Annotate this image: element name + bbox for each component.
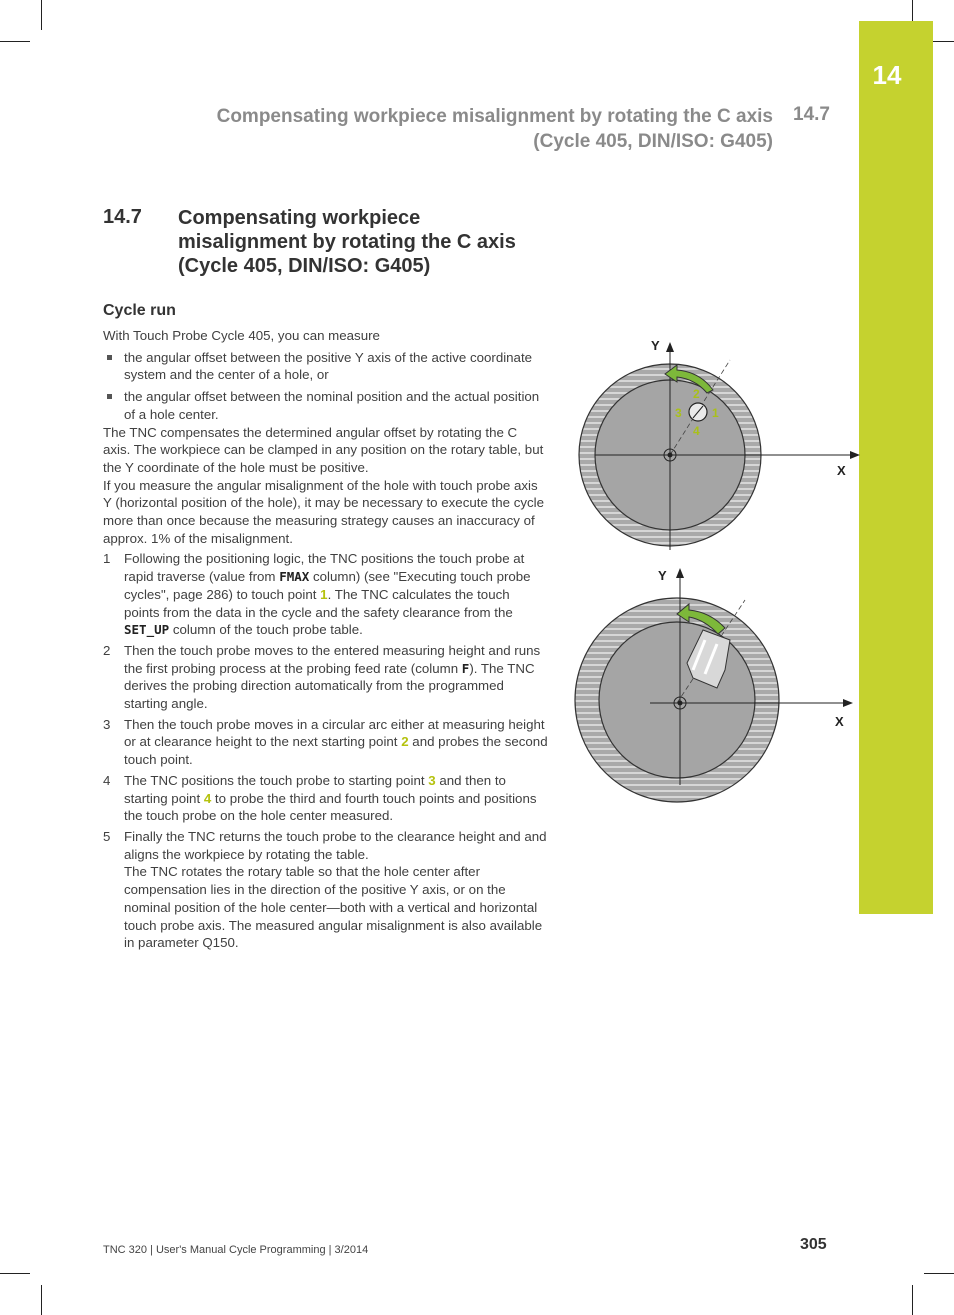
- step-item: 3 Then the touch probe moves in a circular arc either at measuring height or at clearance height to the next starting point 2 and probes the second touch point.: [103, 716, 548, 768]
- x-axis-label: X: [837, 463, 846, 478]
- section-title-line2: misalignment by rotating the C axis: [178, 231, 516, 253]
- bullet-item: the angular offset between the nominal position and the actual position of a hole center.: [103, 388, 548, 423]
- center-dot: [678, 701, 683, 706]
- workpiece: [599, 622, 755, 778]
- running-head-section: 14.7: [793, 104, 830, 125]
- center-dot: [668, 453, 673, 458]
- step-item: 4 The TNC positions the touch probe to starting point 3 and then to starting point 4 to probe the third and fourth touch points and positions the touch probe on the hole center measured.: [103, 772, 537, 824]
- y-axis-arrow-icon: [666, 342, 674, 352]
- crop-mark: [41, 0, 42, 30]
- crop-mark: [0, 41, 30, 42]
- running-head-line1: Compensating workpiece misalignment by rotating the C axis: [216, 106, 773, 127]
- chapter-number: 14: [872, 60, 902, 90]
- section-title-line3: (Cycle 405, DIN/ISO: G405): [178, 255, 431, 277]
- body-text: [103, 327, 548, 952]
- crop-mark: [41, 1285, 42, 1315]
- figure-aligned-workpiece: [565, 560, 865, 805]
- intro-text: With Touch Probe Cycle 405, you can measure: [103, 328, 380, 343]
- y-axis-arrow-icon: [676, 568, 684, 578]
- crop-mark: [912, 1285, 913, 1315]
- x-axis-arrow-icon: [850, 451, 860, 459]
- subheading-cycle-run: Cycle run: [103, 302, 176, 319]
- page-number: 305: [800, 1236, 827, 1253]
- footer-text: TNC 320 | User's Manual Cycle Programming | 3/2014: [103, 1244, 369, 1256]
- touch-point-label-1: 1: [712, 406, 719, 420]
- bullet-square-icon: [107, 355, 112, 360]
- section-title-line1: Compensating workpiece: [178, 207, 421, 229]
- y-axis-label: Y: [658, 568, 667, 583]
- step-item: 5 Finally the TNC returns the touch probe to the clearance height and and aligns the workpiece by rotating the table. The TNC rotates the rotary table so that the hole center after compensation lies in the direction of the positive Y axis, or on the nominal position of the hole center—both with a vertical and horizontal touch probe axis. The measured angular misalignment is also available in parameter Q150.: [103, 828, 547, 951]
- touch-point-label-3: 3: [675, 406, 682, 420]
- paragraph: If you measure the angular misalignment of the hole with touch probe axis Y (horizontal position of the hole), it may be necessary to execute the cycle more than once because the measuring strategy causes an inaccuracy of approx. 1% of the misalignment.: [103, 477, 545, 546]
- section-title: [178, 206, 578, 278]
- step-item: 1 Following the positioning logic, the TNC positions the touch probe at rapid traverse (value from FMAX column) (see "Executing touch probe cycles", page 286) to touch point 1. The TNC calculates the touch points from the data in the cycle and the safety clearance from the SET_UP column of the touch probe table.: [103, 551, 531, 638]
- x-axis-label: X: [835, 714, 844, 729]
- crop-mark: [0, 1273, 30, 1274]
- running-head: [217, 104, 773, 154]
- x-axis-arrow-icon: [843, 699, 853, 707]
- touch-point-label-2: 2: [693, 387, 700, 401]
- bullet-square-icon: [107, 394, 112, 399]
- figure-probing-hole: [565, 330, 865, 560]
- bullet-item: the angular offset between the positive Y axis of the active coordinate system and the center of a hole, or: [103, 349, 548, 384]
- paragraph: The TNC compensates the determined angular offset by rotating the C axis. The workpiece can be clamped in any position on the rotary table, but the Y coordinate of the hole must be positive.: [103, 424, 544, 475]
- running-head-line2: (Cycle 405, DIN/ISO: G405): [533, 131, 773, 152]
- step-item: 2 Then the touch probe moves to the entered measuring height and runs the first probing process at the probing feed rate (column F). The TNC derives the probing direction automatically from the programmed starting angle.: [103, 642, 541, 712]
- touch-point-label-4: 4: [693, 424, 700, 438]
- chapter-tab: [859, 21, 933, 914]
- section-number: 14.7: [103, 206, 142, 228]
- y-axis-label: Y: [651, 338, 660, 353]
- crop-mark: [924, 1273, 954, 1274]
